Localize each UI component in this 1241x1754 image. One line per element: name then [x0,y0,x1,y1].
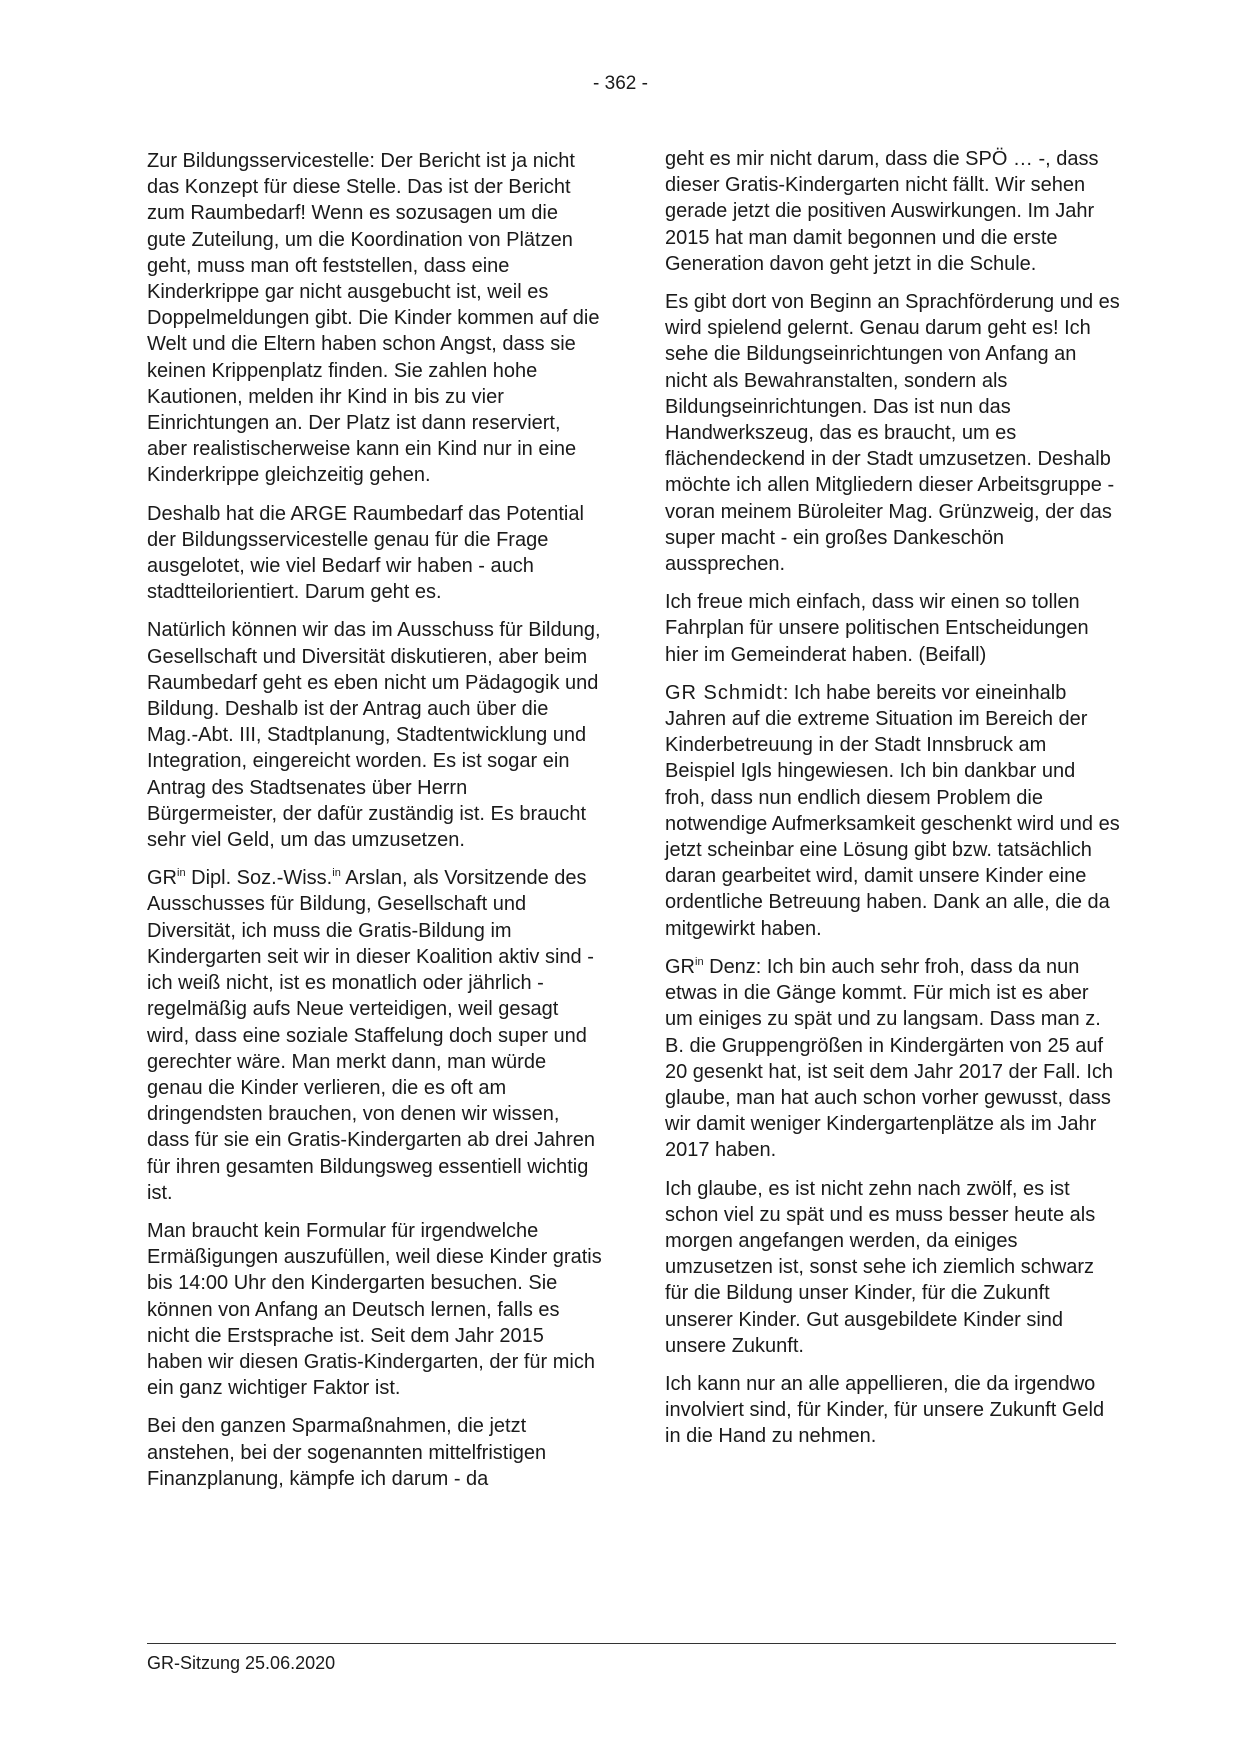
paragraph: Zur Bildungsservicestelle: Der Bericht ist ja nicht das Konzept für diese Stelle. Das ist der Bericht zum Raumbedarf! Wenn es sozusagen um die gute Zuteilung, um die Koordination von Plätzen geht, muss man oft feststellen, dass eine Kinderkrippe gar nicht ausgebucht ist, weil es Doppelmeldungen gibt. Die Kinder kommen auf die Welt und die Eltern haben schon Angst, dass sie keinen Krippenplatz finden. Sie zahlen hohe Kautionen, melden ihr Kind in bis zu vier Einrichtungen an. Der Platz ist dann reserviert, aber realistischerweise kann ein Kind nur in eine Kinderkrippe gleichzeitig gehen. [147,150,600,487]
left-column [147,148,602,1504]
speaker-gr: GR [147,867,177,890]
footer-session-date: GR-Sitzung 25.06.2020 [147,1653,336,1673]
footer-divider [147,1643,1116,1644]
speech-text: Arslan, als Vorsitzende des Ausschusses für Bildung, Gesellschaft und Diversität, ich muss die Gratis-Bildung im Kindergarten seit wir in dieser Koalition aktiv sind - ich weiß nicht, ist es monatlich oder jährlich - regelmäßig aufs Neue verteidigen, weil gesagt wird, dass eine soziale Staffelung doch super und gerechter wäre. Man merkt dann, man würde genau die Kinder verlieren, die es oft am dringendsten brauchen, von denen wir wissen, dass für sie ein Gratis-Kindergarten ab drei Jahren für ihren gesamten Bildungsweg essentiell wichtig ist. [147,867,596,1204]
paragraph: Ich freue mich einfach, dass wir einen so tollen Fahrplan für unsere politischen Entscheidungen hier im Gemeinderat haben. (Beifall) [665,591,1089,666]
gender-superscript: in [177,867,186,880]
speech-denz [665,954,1120,1164]
speech-schmidt [665,680,1120,942]
speech-text: Denz: Ich bin auch sehr froh, dass da nun etwas in die Gänge kommt. Für mich ist es aber um einiges zu spät und zu langsam. Dass man z. B. die Gruppengrößen in Kindergärten von 25 auf 20 gesenkt hat, ist seit dem Jahr 2017 der Fall. Ich glaube, man hat auch schon vorher gewusst, dass wir damit weniger Kindergartenplätze als im Jahr 2017 haben. [665,955,1114,1162]
gender-superscript: in [332,867,341,880]
paragraph: Ich kann nur an alle appellieren, die da irgendwo involviert sind, für Kinder, für unsere Zukunft Geld in die Hand zu nehmen. [665,1372,1105,1448]
speaker-gr: GR [665,955,695,978]
speaker-title: Dipl. Soz.-Wiss. [185,867,333,890]
gender-superscript: in [695,955,704,968]
paragraph: Deshalb hat die ARGE Raumbedarf das Potential der Bildungsservicestelle genau für die Frage ausgelotet, wie viel Bedarf wir haben - auch stadtteilorientiert. Darum geht es. [147,502,584,604]
speech-arslan [147,865,602,1206]
paragraph: Bei den ganzen Sparmaßnahmen, die jetzt anstehen, bei der sogenannten mittelfristigen Finanzplanung, kämpfe ich darum - da [147,1415,547,1490]
paragraph: Man braucht kein Formular für irgendwelche Ermäßigungen auszufüllen, weil diese Kinder gratis bis 14:00 Uhr den Kindergarten besuchen. Sie können von Anfang an Deutsch lernen, falls es nicht die Erstsprache ist. Seit dem Jahr 2015 haben wir diesen Gratis-Kindergarten, der für mich ein ganz wichtiger Faktor ist. [147,1219,602,1400]
paragraph: Natürlich können wir das im Ausschuss für Bildung, Gesellschaft und Diversität diskutieren, aber beim Raumbedarf geht es eben nicht um Pädagogik und Bildung. Deshalb ist der Antrag auch über die Mag.-Abt. III, Stadtplanung, Stadtentwicklung und Integration, eingereicht worden. Es ist sogar ein Antrag des Stadtsenates über Herrn Bürgermeister, der dafür zuständig ist. Es braucht sehr viel Geld, um das umzusetzen. [147,619,601,852]
paragraph: Es gibt dort von Beginn an Sprachförderung und es wird spielend gelernt. Genau darum geht es! Ich sehe die Bildungseinrichtungen von Anfang an nicht als Bewahranstalten, sondern als Bildungseinrichtungen. Das ist nun das Handwerkszeug, das es braucht, um es flächendeckend in der Stadt umzusetzen. Deshalb möchte ich allen Mitgliedern dieser Arbeitsgruppe - voran meinem Büroleiter Mag. Grünzweig, der das super macht - ein großes Dankeschön aussprechen. [665,291,1120,576]
paragraph: Ich glaube, es ist nicht zehn nach zwölf, es ist schon viel zu spät und es muss besser heute als morgen angefangen werden, da einiges umzusetzen ist, sonst sehe ich ziemlich schwarz für die Bildung unser Kinder, für die Zukunft unserer Kinder. Gut ausgebildete Kinder sind unsere Zukunft. [665,1177,1096,1357]
page-number: - 362 - [593,73,648,94]
speaker-name: GR Schmidt [665,681,783,704]
speech-text: : Ich habe bereits vor eineinhalb Jahren auf die extreme Situation im Bereich der Kinderbetreuung in der Stadt Innsbruck am Beispiel Igls hingewiesen. Ich bin dankbar und froh, dass nun endlich diesem Problem die notwendige Aufmerksamkeit geschenkt wird und es jetzt scheinbar eine Lösung gibt bzw. tatsächlich daran gearbeitet wird, damit unsere Kinder eine ordentliche Betreuung haben. Dank an alle, die da mitgewirkt haben. [665,681,1120,940]
right-column [665,148,1120,1462]
paragraph: geht es mir nicht darum, dass die SPÖ … -, dass dieser Gratis-Kindergarten nicht fällt. Wir sehen gerade jetzt die positiven Auswirkungen. Im Jahr 2015 hat man damit begonnen und die erste Generation davon geht jetzt in die Schule. [665,148,1099,275]
